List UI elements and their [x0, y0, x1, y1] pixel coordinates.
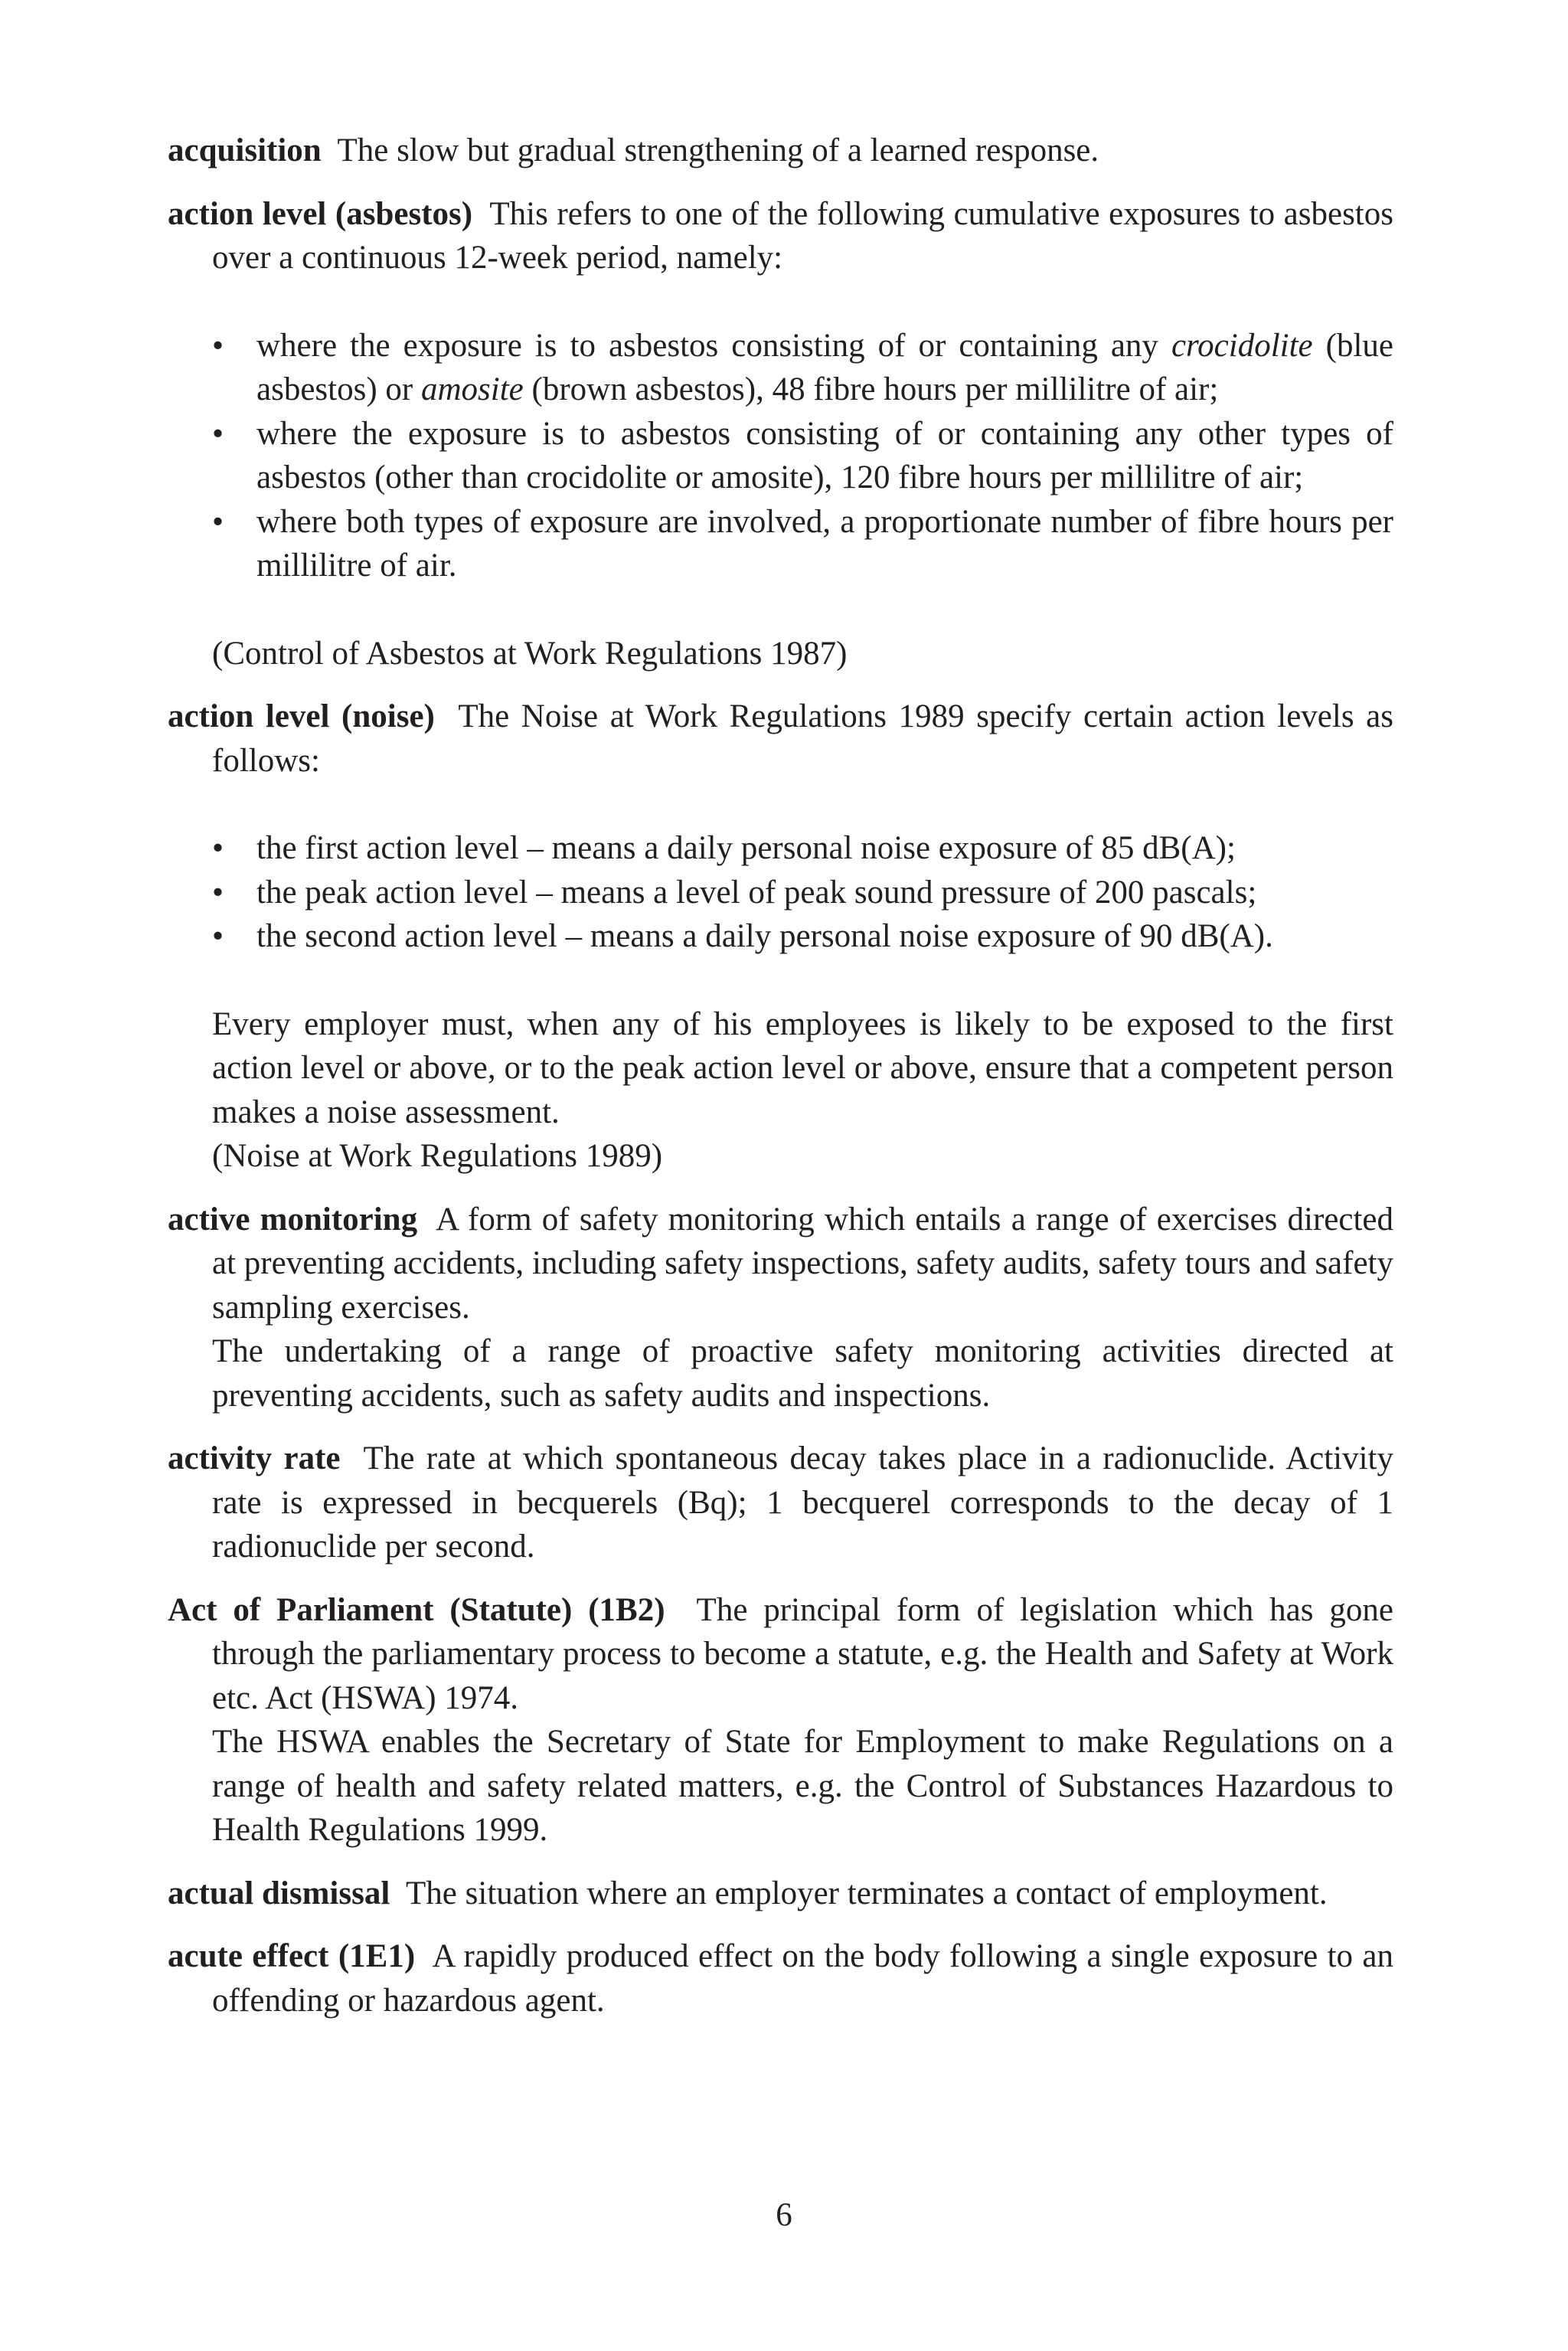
term-acute-effect: acute effect (1E1) — [168, 1938, 416, 1974]
definition-act-of-parliament: The principal form of legislation which has gone through the parliamentary process to become a statute, e.g. the Health and Safety at Work etc. Act (HSWA) 1974. — [212, 1591, 1393, 1716]
definition-acquisition: The slow but gradual strengthening of a learned response. — [337, 132, 1099, 168]
term-action-level-asbestos: action level (asbestos) — [168, 195, 473, 232]
bullet-icon: • — [212, 918, 224, 954]
entry-active-monitoring — [168, 1198, 1393, 1418]
term-action-level-noise: action level (noise) — [168, 698, 435, 734]
list-item: • where both types of exposure are involved, a proportionate number of fibre hours per millilitre of air. — [212, 500, 1393, 588]
term-activity-rate: activity rate — [168, 1440, 341, 1476]
list-item: • where the exposure is to asbestos consisting of or containing any other types of asbestos (other than crocidolite or amosite), 120 fibre hours per millilitre of air; — [212, 412, 1393, 500]
list-item: • where the exposure is to asbestos consisting of or containing any crocidolite (blue asbestos) or amosite (brown asbestos), 48 fibre hours per millilitre of air; — [212, 324, 1393, 412]
entry-action-level-asbestos — [168, 192, 1393, 676]
entry-acute-effect — [168, 1934, 1393, 2022]
term-active-monitoring: active monitoring — [168, 1201, 418, 1238]
bullet-icon: • — [212, 874, 224, 911]
paragraph-act-of-parliament: The HSWA enables the Secretary of State for Employment to make Regulations on a range of health and safety related matters, e.g. the Control of Substances Hazardous to Health Regulations 1999. — [212, 1724, 1393, 1848]
definition-action-level-noise: The Noise at Work Regulations 1989 specify certain action levels as follows: — [212, 698, 1393, 779]
definition-actual-dismissal: The situation where an employer terminates a contact of employment. — [406, 1875, 1328, 1911]
entry-action-level-noise — [168, 695, 1393, 1179]
noise-bullet-list — [168, 826, 1393, 959]
term-actual-dismissal: actual dismissal — [168, 1875, 390, 1911]
citation-noise: (Noise at Work Regulations 1989) — [212, 1138, 663, 1174]
list-item: • the peak action level – means a level of peak sound pressure of 200 pascals; — [212, 871, 1393, 915]
list-item: • the first action level – means a daily personal noise exposure of 85 dB(A); — [212, 826, 1393, 871]
definition-active-monitoring: A form of safety monitoring which entails a range of exercises directed at preventing accidents, including safety inspections, safety audits, safety tours and safety sampling exercises. — [212, 1201, 1393, 1326]
entry-activity-rate — [168, 1437, 1393, 1569]
term-act-of-parliament: Act of Parliament (Statute) (1B2) — [168, 1591, 665, 1628]
citation-asbestos: (Control of Asbestos at Work Regulations 1987) — [212, 635, 848, 672]
term-acquisition: acquisition — [168, 132, 322, 168]
bullet-icon: • — [212, 327, 224, 364]
paragraph-noise: Every employer must, when any of his employees is likely to be exposed to the first action level or above, or to the peak action level or above, ensure that a competent person makes a noise assessment. — [212, 1005, 1393, 1130]
entry-actual-dismissal — [168, 1872, 1393, 1916]
entry-acquisition — [168, 129, 1393, 173]
page-number: 6 — [776, 2197, 792, 2233]
definition-activity-rate: The rate at which spontaneous decay takes place in a radionuclide. Activity rate is expressed in becquerels (Bq); 1 becquerel corresponds to the decay of 1 radionuclide per second. — [212, 1440, 1393, 1565]
bullet-icon: • — [212, 415, 224, 452]
asbestos-bullet-list — [168, 324, 1393, 588]
bullet-icon: • — [212, 503, 224, 540]
paragraph-active-monitoring: The undertaking of a range of proactive safety monitoring activities directed at preventing accidents, such as safety audits and inspections. — [212, 1333, 1393, 1414]
definition-action-level-asbestos: This refers to one of the following cumulative exposures to asbestos over a continuous 12-week period, namely: — [212, 195, 1393, 276]
entry-act-of-parliament — [168, 1588, 1393, 1852]
definition-acute-effect: A rapidly produced effect on the body following a single exposure to an offending or hazardous agent. — [212, 1938, 1393, 2019]
glossary-content — [168, 129, 1393, 2042]
list-item: • the second action level – means a daily personal noise exposure of 90 dB(A). — [212, 914, 1393, 959]
bullet-icon: • — [212, 830, 224, 866]
